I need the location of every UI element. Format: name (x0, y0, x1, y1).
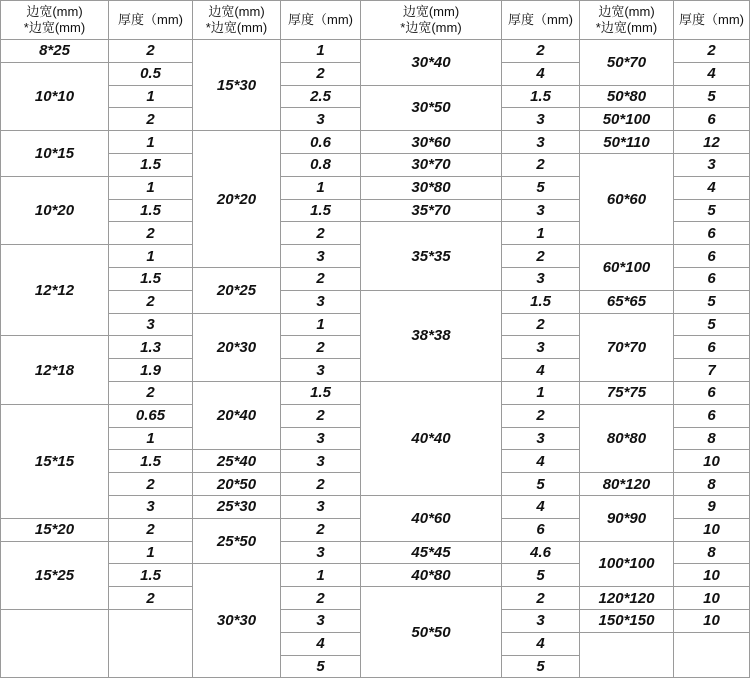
thickness-cell: 3 (109, 496, 193, 519)
spec-size-cell: 45*45 (361, 542, 502, 565)
thickness-cell: 6 (674, 245, 750, 268)
thickness-cell: 1 (281, 40, 361, 63)
thickness-cell: 4 (502, 63, 580, 86)
spec-size-cell: 25*40 (193, 450, 281, 473)
thickness-cell: 3 (281, 610, 361, 633)
spec-size-cell: 30*40 (361, 40, 502, 86)
header-side-width-line2: *边宽(mm) (205, 20, 268, 35)
spec-size-cell: 8*25 (0, 40, 109, 63)
thickness-cell: 4 (674, 63, 750, 86)
spec-size-cell: 60*60 (580, 154, 674, 245)
thickness-cell: 3 (281, 291, 361, 314)
thickness-cell: 2 (502, 154, 580, 177)
thickness-cell: 2 (109, 473, 193, 496)
thickness-cell: 4 (674, 177, 750, 200)
thickness-cell: 0.6 (281, 131, 361, 154)
thickness-cell: 1.5 (109, 154, 193, 177)
thickness-cell: 3 (281, 428, 361, 451)
thickness-cell: 4 (502, 359, 580, 382)
thickness-cell: 6 (674, 222, 750, 245)
spec-size-cell: 30*60 (361, 131, 502, 154)
thickness-cell: 5 (674, 86, 750, 109)
thickness-cell: 1 (502, 382, 580, 405)
thickness-cell: 3 (502, 131, 580, 154)
thickness-cell: 1 (109, 542, 193, 565)
spec-size-cell: 10*20 (0, 177, 109, 245)
empty-cell (0, 610, 109, 678)
thickness-cell: 0.8 (281, 154, 361, 177)
header-side-width (0, 0, 109, 40)
thickness-cell: 3 (281, 542, 361, 565)
thickness-cell: 3 (281, 450, 361, 473)
spec-size-cell: 100*100 (580, 542, 674, 588)
thickness-cell: 6 (674, 405, 750, 428)
header-thickness: 厚度（mm) (674, 0, 750, 40)
spec-size-cell: 80*120 (580, 473, 674, 496)
header-side-width-line1: 边宽(mm) (598, 4, 655, 19)
spec-size-cell: 50*110 (580, 131, 674, 154)
thickness-cell: 3 (281, 108, 361, 131)
thickness-cell: 6 (674, 336, 750, 359)
thickness-cell: 10 (674, 519, 750, 542)
spec-size-cell: 25*50 (193, 519, 281, 565)
thickness-cell: 1 (281, 314, 361, 337)
thickness-cell: 3 (502, 200, 580, 223)
empty-cell (580, 633, 674, 678)
spec-size-cell: 50*70 (580, 40, 674, 86)
thickness-cell: 3 (109, 314, 193, 337)
thickness-cell: 10 (674, 564, 750, 587)
thickness-cell: 2 (281, 519, 361, 542)
thickness-cell: 3 (281, 359, 361, 382)
header-thickness: 厚度（mm) (502, 0, 580, 40)
thickness-cell: 1 (109, 177, 193, 200)
thickness-cell: 2 (281, 587, 361, 610)
spec-size-cell: 40*80 (361, 564, 502, 587)
spec-size-cell: 50*100 (580, 108, 674, 131)
spec-size-cell: 20*30 (193, 314, 281, 382)
thickness-cell: 4 (502, 450, 580, 473)
thickness-cell: 6 (674, 382, 750, 405)
header-side-width-line2: *边宽(mm) (595, 20, 658, 35)
spec-size-cell: 38*38 (361, 291, 502, 382)
thickness-cell: 5 (502, 473, 580, 496)
spec-size-cell: 65*65 (580, 291, 674, 314)
header-side-width-line1: 边宽(mm) (208, 4, 265, 19)
spec-size-cell: 80*80 (580, 405, 674, 473)
header-thickness: 厚度（mm) (109, 0, 193, 40)
header-side-width-line1: 边宽(mm) (26, 4, 83, 19)
thickness-cell: 4 (281, 633, 361, 656)
spec-size-cell: 20*50 (193, 473, 281, 496)
thickness-cell: 3 (502, 610, 580, 633)
thickness-cell: 2 (109, 519, 193, 542)
thickness-cell: 2 (281, 63, 361, 86)
spec-size-cell: 30*50 (361, 86, 502, 132)
spec-size-cell: 75*75 (580, 382, 674, 405)
thickness-cell: 7 (674, 359, 750, 382)
spec-size-cell: 30*30 (193, 564, 281, 678)
spec-size-cell: 20*40 (193, 382, 281, 450)
thickness-cell: 1 (502, 222, 580, 245)
thickness-cell: 3 (502, 428, 580, 451)
thickness-cell: 1 (109, 131, 193, 154)
thickness-cell: 2 (281, 405, 361, 428)
thickness-cell: 3 (674, 154, 750, 177)
thickness-cell: 1.5 (109, 200, 193, 223)
empty-cell (109, 610, 193, 678)
thickness-cell: 2 (502, 314, 580, 337)
thickness-cell: 2 (502, 245, 580, 268)
thickness-cell: 1 (109, 245, 193, 268)
thickness-cell: 3 (502, 108, 580, 131)
thickness-cell: 1.5 (109, 268, 193, 291)
thickness-cell: 2 (502, 40, 580, 63)
thickness-cell: 9 (674, 496, 750, 519)
spec-size-cell: 35*35 (361, 222, 502, 290)
spec-size-cell: 20*25 (193, 268, 281, 314)
thickness-cell: 3 (281, 496, 361, 519)
thickness-cell: 1.5 (109, 450, 193, 473)
thickness-cell: 8 (674, 473, 750, 496)
thickness-cell: 6 (502, 519, 580, 542)
thickness-cell: 1 (281, 177, 361, 200)
header-side-width (193, 0, 281, 40)
thickness-cell: 2 (281, 268, 361, 291)
spec-size-cell: 10*15 (0, 131, 109, 177)
thickness-cell: 5 (281, 656, 361, 678)
thickness-cell: 1.5 (502, 291, 580, 314)
thickness-cell: 2 (502, 405, 580, 428)
spec-size-cell: 60*100 (580, 245, 674, 291)
thickness-cell: 10 (674, 450, 750, 473)
header-thickness: 厚度（mm) (281, 0, 361, 40)
thickness-cell: 5 (674, 291, 750, 314)
spec-size-cell: 15*25 (0, 542, 109, 610)
thickness-cell: 8 (674, 542, 750, 565)
thickness-cell: 3 (281, 245, 361, 268)
thickness-cell: 5 (502, 177, 580, 200)
spec-size-cell: 10*10 (0, 63, 109, 131)
thickness-cell: 2.5 (281, 86, 361, 109)
spec-size-cell: 150*150 (580, 610, 674, 633)
thickness-cell: 5 (502, 564, 580, 587)
spec-size-cell: 120*120 (580, 587, 674, 610)
spec-size-cell: 30*70 (361, 154, 502, 177)
thickness-cell: 1.9 (109, 359, 193, 382)
thickness-cell: 5 (674, 200, 750, 223)
thickness-cell: 3 (502, 336, 580, 359)
spec-size-cell: 25*30 (193, 496, 281, 519)
thickness-cell: 2 (109, 291, 193, 314)
spec-size-cell: 70*70 (580, 314, 674, 382)
thickness-cell: 2 (109, 382, 193, 405)
thickness-cell: 2 (281, 222, 361, 245)
thickness-cell: 1.3 (109, 336, 193, 359)
spec-size-cell: 50*50 (361, 587, 502, 678)
thickness-cell: 12 (674, 131, 750, 154)
thickness-cell: 1 (281, 564, 361, 587)
header-side-width (580, 0, 674, 40)
thickness-cell: 2 (281, 336, 361, 359)
header-side-width-line1: 边宽(mm) (402, 4, 460, 19)
header-side-width-line2: *边宽(mm) (23, 20, 86, 35)
thickness-cell: 2 (109, 222, 193, 245)
thickness-cell: 4 (502, 633, 580, 656)
thickness-cell: 1 (109, 428, 193, 451)
thickness-cell: 1.5 (281, 200, 361, 223)
empty-cell (674, 633, 750, 678)
spec-size-cell: 15*30 (193, 40, 281, 131)
thickness-cell: 2 (109, 587, 193, 610)
thickness-cell: 0.65 (109, 405, 193, 428)
thickness-cell: 1 (109, 86, 193, 109)
thickness-cell: 6 (674, 108, 750, 131)
thickness-cell: 1.5 (281, 382, 361, 405)
thickness-cell: 5 (502, 656, 580, 678)
header-side-width-line2: *边宽(mm) (400, 20, 462, 35)
thickness-cell: 6 (674, 268, 750, 291)
spec-size-cell: 15*20 (0, 519, 109, 542)
thickness-cell: 10 (674, 587, 750, 610)
thickness-cell: 4 (502, 496, 580, 519)
spec-size-cell: 40*40 (361, 382, 502, 496)
spec-size-cell: 40*60 (361, 496, 502, 542)
thickness-cell: 2 (502, 587, 580, 610)
thickness-cell: 2 (109, 108, 193, 131)
thickness-cell: 4.6 (502, 542, 580, 565)
spec-size-cell: 30*80 (361, 177, 502, 200)
spec-size-cell: 90*90 (580, 496, 674, 542)
thickness-cell: 5 (674, 314, 750, 337)
spec-size-cell: 15*15 (0, 405, 109, 519)
spec-size-cell: 12*18 (0, 336, 109, 404)
spec-size-cell: 35*70 (361, 200, 502, 223)
thickness-cell: 0.5 (109, 63, 193, 86)
spec-size-cell: 20*20 (193, 131, 281, 268)
thickness-cell: 10 (674, 610, 750, 633)
header-side-width (361, 0, 502, 40)
thickness-cell: 1.5 (502, 86, 580, 109)
thickness-cell: 1.5 (109, 564, 193, 587)
thickness-cell: 2 (109, 40, 193, 63)
thickness-cell: 8 (674, 428, 750, 451)
spec-size-cell: 50*80 (580, 86, 674, 109)
thickness-cell: 2 (674, 40, 750, 63)
spec-size-cell: 12*12 (0, 245, 109, 336)
thickness-cell: 3 (502, 268, 580, 291)
thickness-cell: 2 (281, 473, 361, 496)
